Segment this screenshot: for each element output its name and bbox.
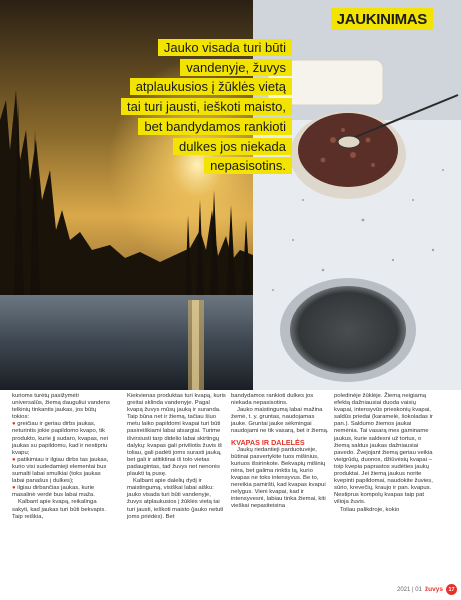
paragraph: Toliau palikdroje, kokio [340,506,400,513]
paragraph: Kalbant apie kvapą, reikalinga sakyti, kad jaukas turi būti bekvapis. Taip reiškia, [12,499,106,520]
paragraph: bandydamos rankioti dulkes jos niekada nepasisotins. [231,393,314,407]
page-footer [397,584,457,595]
subheading: KVAPAS IR DALELĖS [231,437,305,447]
pullquote-line: tai turi jausti, ieškoti maisto, [124,98,289,115]
pullquote-line: vandenyje, žuvys [183,59,289,76]
bullet-item [12,457,111,485]
bullet-item [12,485,111,499]
bullet-dot-icon: ● [12,421,16,428]
column-2 [127,393,226,521]
page-number: 17 [446,584,457,595]
pullquote [60,38,292,176]
bullet-text: greičiau ir geriau dirbs jaukas, neturintis jokie papildomo kvapo, tik produkto, kurie jį sudaro, kvapas, nei jaukas su papildomu, kad ir nestipriu kvapu; [12,421,108,456]
section-tag: JAUKINIMAS [331,8,433,30]
pullquote-line: nepasisotins. [207,157,289,174]
paragraph: Kiekvienas produktas turi kvapą, kuris greitai sklinda vandenyje. Pagal kvapą žuvys mūsų jauką ir suranda. Taip būna net ir žiemą, tačiau šiuo metu laiko papildomi kvapai turi būti pasireiškiami labai atsargiai. Turime išvirsiusti tarp didelio labai skirtingų dalykų: kvapas gali priviliotis žuvis iš toliau, gali padėti joms surasti jauką, bet gali ir atitiktinai iš tolo vietas padaugintas, tad žuvys net nenorės plaukti tą pusę. [127,393,226,478]
bullet-dot-icon: ● [12,456,16,463]
paragraph: Jauko maistingumą labai mažina žemė, t. y. gruntas, naudojamas jauke. Gruntai jauke sėkmingai naudojami ne tik vasarą, bet ir žiemą. [231,407,329,435]
pullquote-text [121,39,292,174]
pullquote-line: Jauko visada turi būti [161,39,289,56]
paragraph: Jaukų riedantieji parduotuvėje, būtinai pasvertykite tuos mišinius, kuriuos išsirinkote. Bekvapių mišinių nėra, bet galima rinktis tą, kurio kvapas ne toks intensyvus. Be to, nereikia pamiršti, kad kvapas kvapui nelygus. Vieni kvapai, kad ir intensyvesni, labiau tinka žiemai, kiti vieškai nepasiteisina [231,446,326,510]
bullet-dot-icon: ● [12,485,16,492]
column-1 [12,393,111,521]
pullquote-line: atplaukusios į žūklės vietą [133,78,289,95]
issue-date: 2021 | 01 [397,586,422,593]
paragraph: poledinėje žūklėje. Žiemą neigiamą efektą dažniausiai duoda vaisių kvapai, intensyvūs prieskonių kvapai, saldūs priedai (karamelė, šokoladas ir pan.). Saldumo žiemos jaukai nemėnia. Tai vasarą mes gaminame jaukus, kurie saldesni už tortus, o žiemą saldus jaukas dažniausiai pavedo. Žvejojant žiemą geriau veikia vieigrūdų, duonos, džiūvėsių kvapai – toip kvepia paprastos sudėties jaukų produktai. Jei žiemą jaukus norite kvepinti papildomai, naudokite žuvies, sūrio, krevečių, kraujo ir pan. kvapus. Nestiprus kompolų kvapas taip pat vilioja žuvis. [334,393,433,506]
pullquote-line: bet bandydamos rankioti [141,118,289,135]
paragraph: kurioms turėtų pasižymėti universalūs, žiemą dauguliui vandens telkinių tinkantis jaukas, jos būtų tokios: [12,393,110,421]
column-4 [334,393,433,514]
bullet-text: patikimiau ir ilgiau dirbs tas jaukas, kurio visi sudedamieji elementai bus sumalti labai smulkiai (toks jaukas labai panašus į dulkes); [12,456,109,485]
pullquote-line: dulkes jos niekada [176,138,289,155]
paragraph: Kalbant apie dalelių dydį ir maistingumą, visiškai labai aišku: jauko visada turi būti vandenyje, žuvys atplaukusios į žūklės vietą tai turi jausti, ieškoti maisto (jauko netuti joms priėdės). Bet [127,478,224,520]
magazine-brand: žuvys [424,586,443,593]
column-3 [231,393,330,510]
bullet-item [12,421,111,456]
article-body [12,393,454,583]
bullet-text: ilgiau dirbančias jaukas, kurie masalinė verdė bus labai maža. [12,485,95,499]
